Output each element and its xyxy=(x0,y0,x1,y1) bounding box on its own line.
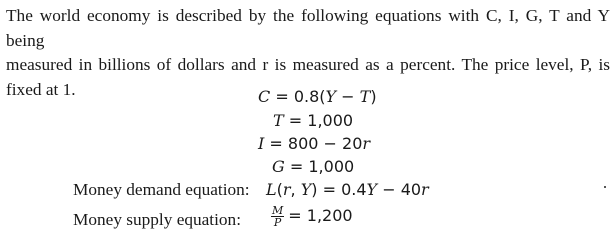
money-supply-fraction: $\frac{M}{P}$ xyxy=(272,204,284,229)
consumption-equation: C = 0.8(Y − T) xyxy=(258,87,377,106)
intro-line-1: The world economy is described by the following equations with C, I, G, T and Y being xyxy=(6,6,610,50)
intro-line-2: measured in billions of dollars and r is measured as a percent. The price level, P, is xyxy=(6,55,610,74)
government-equation: G = 1,000 xyxy=(272,157,355,176)
intro-line-3: fixed at 1. xyxy=(6,79,76,99)
money-supply-equation: $\frac{M}{P}$ = 1,200 xyxy=(272,204,353,229)
money-demand-equation: L(r, Y) = 0.4Y − 40r xyxy=(266,180,429,199)
money-demand-label: Money demand equation: xyxy=(73,180,250,199)
money-supply-label: Money supply equation: xyxy=(73,210,241,229)
investment-equation: I = 800 − 20r xyxy=(258,134,371,153)
stray-dot xyxy=(604,186,606,188)
taxes-equation: T = 1,000 xyxy=(273,111,354,130)
